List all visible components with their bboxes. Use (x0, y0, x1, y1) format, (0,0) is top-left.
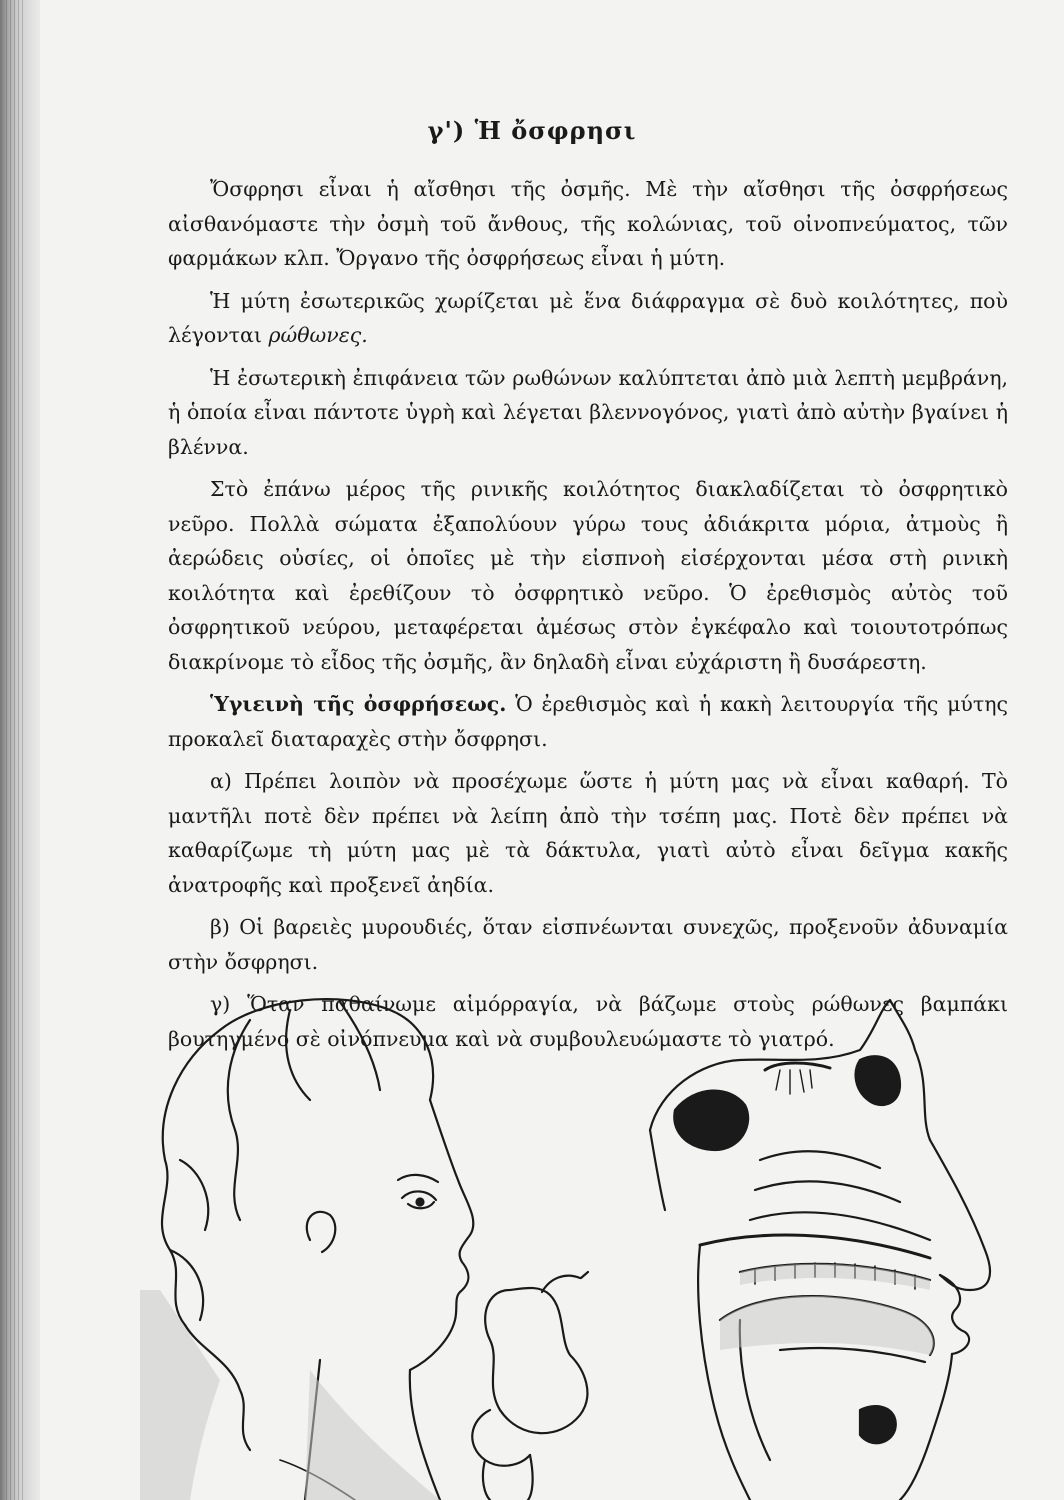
paragraph-olfactory-nerve: Στὸ ἐπάνω μέρος τῆς ρινικῆς κοιλότητος διακλαδίζεται τὸ ὀσφρητικὸ νεῦρο. Πολλὰ σώματα ἐξαπολύουν γύρω τους ἀδιάκριτα μόρια, ἀτμοὺς ἢ ἀερώδεις οὐσίες, οἱ ὁποῖες μὲ τὴν εἰσπνοὴ εἰσέρχονται μέσα στὴ ρινικὴ κοιλότητα καὶ ἐρεθίζουν τὸ ὀσφρητικὸ νεῦρο. Ὁ ἐρεθισμὸς αὐτὸς τοῦ ὀσφρητικοῦ νεύρου, μεταφέρεται ἀμέσως στὸν ἐγκέφαλο καὶ τοιουτοτρόπως διακρίνομε τὸ εἶδος τῆς ὀσμῆς, ἂν δηλαδὴ εἶναι εὐχάριστη ἢ δυσάρεστη. (168, 477, 1008, 674)
diagram-shading (720, 1264, 934, 1355)
paragraph-nostrils-text: Ἡ μύτη ἐσωτερικῶς χωρίζεται μὲ ἕνα διάφραγμα σὲ δυὸ κοιλότητες, ποὺ λέγονται (168, 288, 1008, 347)
girl-smelling-pear-drawing (162, 999, 588, 1500)
illustration (140, 990, 1030, 1500)
paragraph-definition: Ὄσφρησι εἶναι ἡ αἴσθησι τῆς ὀσμῆς. Μὲ τὴν αἴσθησι τῆς ὀσφρήσεως αἰσθανόμαστε τὴν ὀσμὴ τοῦ ἄνθους, τῆς κολώνιας, τοῦ οἰνοπνεύματος, τῶν φαρμάκων κλπ. Ὄργανο τῆς ὀσφρήσεως εἶναι ἡ μύτη. (168, 177, 1008, 270)
paragraph-rule-a: α) Πρέπει λοιπὸν νὰ προσέχωμε ὥστε ἡ μύτη μας νὰ εἶναι καθαρή. Τὸ μαντῆλι ποτὲ δὲν πρέπει νὰ λείπη ἀπὸ τὴν τσέπη μας. Ποτὲ δὲν πρέπει νὰ καθαρίζωμε τὴ μύτη μας μὲ τὰ δάκτυλα, γιατὶ αὐτὸ εἶναι δεῖγμα κακῆς ἀνατροφῆς καὶ προξενεῖ ἀηδία. (168, 769, 1008, 897)
girl-shading (140, 1290, 440, 1500)
paragraph-rule-b: β) Οἱ βαρειὲς μυρουδιές, ὅταν εἰσπνέωνται συνεχῶς, προξενοῦν ἀδυναμία στὴν ὄσφρησι. (168, 915, 1008, 974)
page-binding-edge (0, 0, 40, 1500)
hygiene-intro: Ὁ ἐρεθισμὸς καὶ ἡ κακὴ λειτουργία τῆς μύτης προκαλεῖ διαταραχὲς στὴν ὄσφρησι. (168, 692, 1008, 751)
term-nostrils: ρώθωνες. (268, 323, 368, 347)
paragraph-hygiene (168, 687, 1008, 756)
paragraph-rule-c: γ) Ὅταν παθαίνωμε αἱμόρραγία, νὰ βάζωμε στοὺς ρώθωνες βαμπάκι βουτηγμένο σὲ οἰνόπνευμα καὶ νὰ συμβουλευώμαστε τὸ γιατρό. (168, 992, 1008, 1051)
nasal-cavity-diagram (650, 1000, 990, 1500)
section-heading: γ') Ἡ ὄσφρησι (427, 116, 637, 145)
body-text (168, 172, 1008, 1064)
page-edge-stack (6, 0, 26, 1500)
hygiene-heading: Ὑγιεινὴ τῆς ὀσφρήσεως. (210, 692, 507, 716)
paragraph-mucosa: Ἡ ἐσωτερικὴ ἐπιφάνεια τῶν ρωθώνων καλύπτεται ἀπὸ μιὰ λεπτὴ μεμβράνη, ἡ ὁποία εἶναι πάντοτε ὑγρὴ καὶ λέγεται βλεννογόνος, γιατὶ ἀπὸ αὐτὴν βγαίνει ἡ βλέννα. (168, 365, 1008, 459)
paragraph-nostrils (168, 284, 1008, 353)
